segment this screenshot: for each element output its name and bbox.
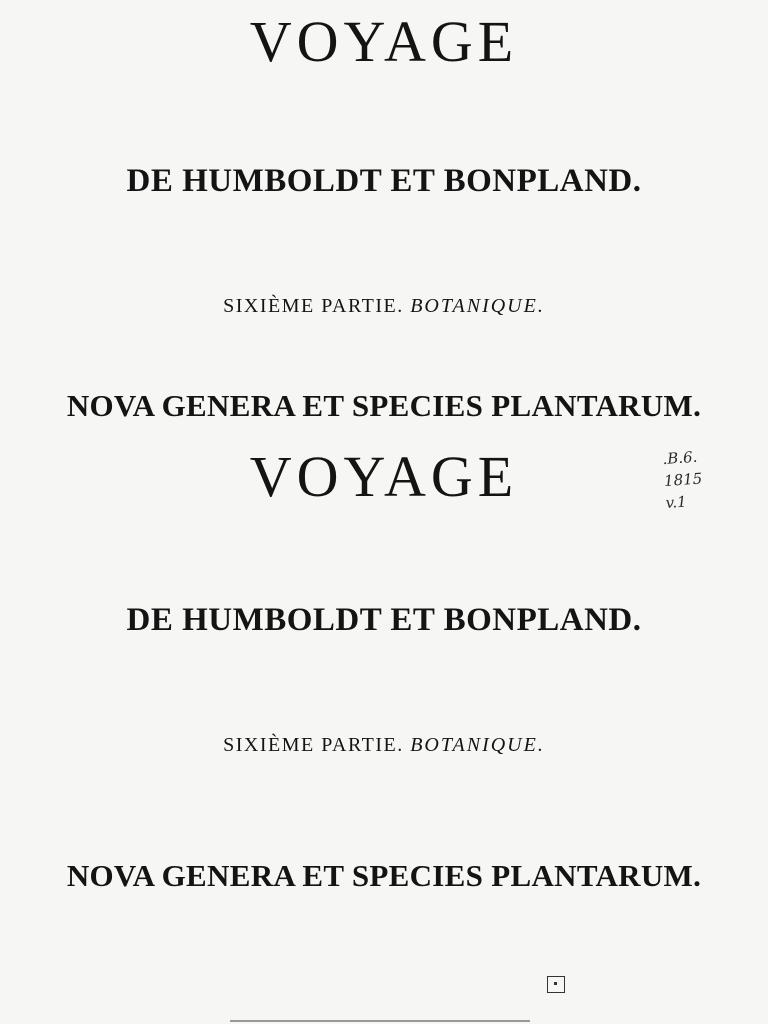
series-title-top: NOVA GENERA ET SPECIES PLANTARUM. bbox=[66, 388, 702, 423]
part-name-top: BOTANIQUE. bbox=[410, 295, 545, 317]
part-line-bottom bbox=[0, 734, 768, 757]
shelfmark-line-2: 1815 bbox=[663, 469, 703, 491]
handwritten-shelfmark bbox=[662, 444, 726, 514]
part-label-bottom: SIXIÈME PARTIE. bbox=[223, 734, 404, 756]
subtitle-top: DE HUMBOLDT ET BONPLAND. bbox=[126, 163, 642, 199]
page-edge-line bbox=[230, 1020, 530, 1022]
part-line-top bbox=[0, 295, 768, 318]
series-title-bottom: NOVA GENERA ET SPECIES PLANTARUM. bbox=[66, 858, 702, 893]
part-name-bottom: BOTANIQUE. bbox=[410, 734, 545, 756]
title-top: VOYAGE bbox=[249, 9, 519, 74]
shelfmark-line-3: v.1 bbox=[664, 492, 688, 513]
subtitle-bottom: DE HUMBOLDT ET BONPLAND. bbox=[126, 602, 642, 638]
library-stamp-icon bbox=[547, 976, 565, 993]
title-bottom: VOYAGE bbox=[249, 444, 519, 509]
shelfmark-line-1: .B.6. bbox=[661, 447, 698, 469]
part-label-top: SIXIÈME PARTIE. bbox=[223, 295, 404, 317]
